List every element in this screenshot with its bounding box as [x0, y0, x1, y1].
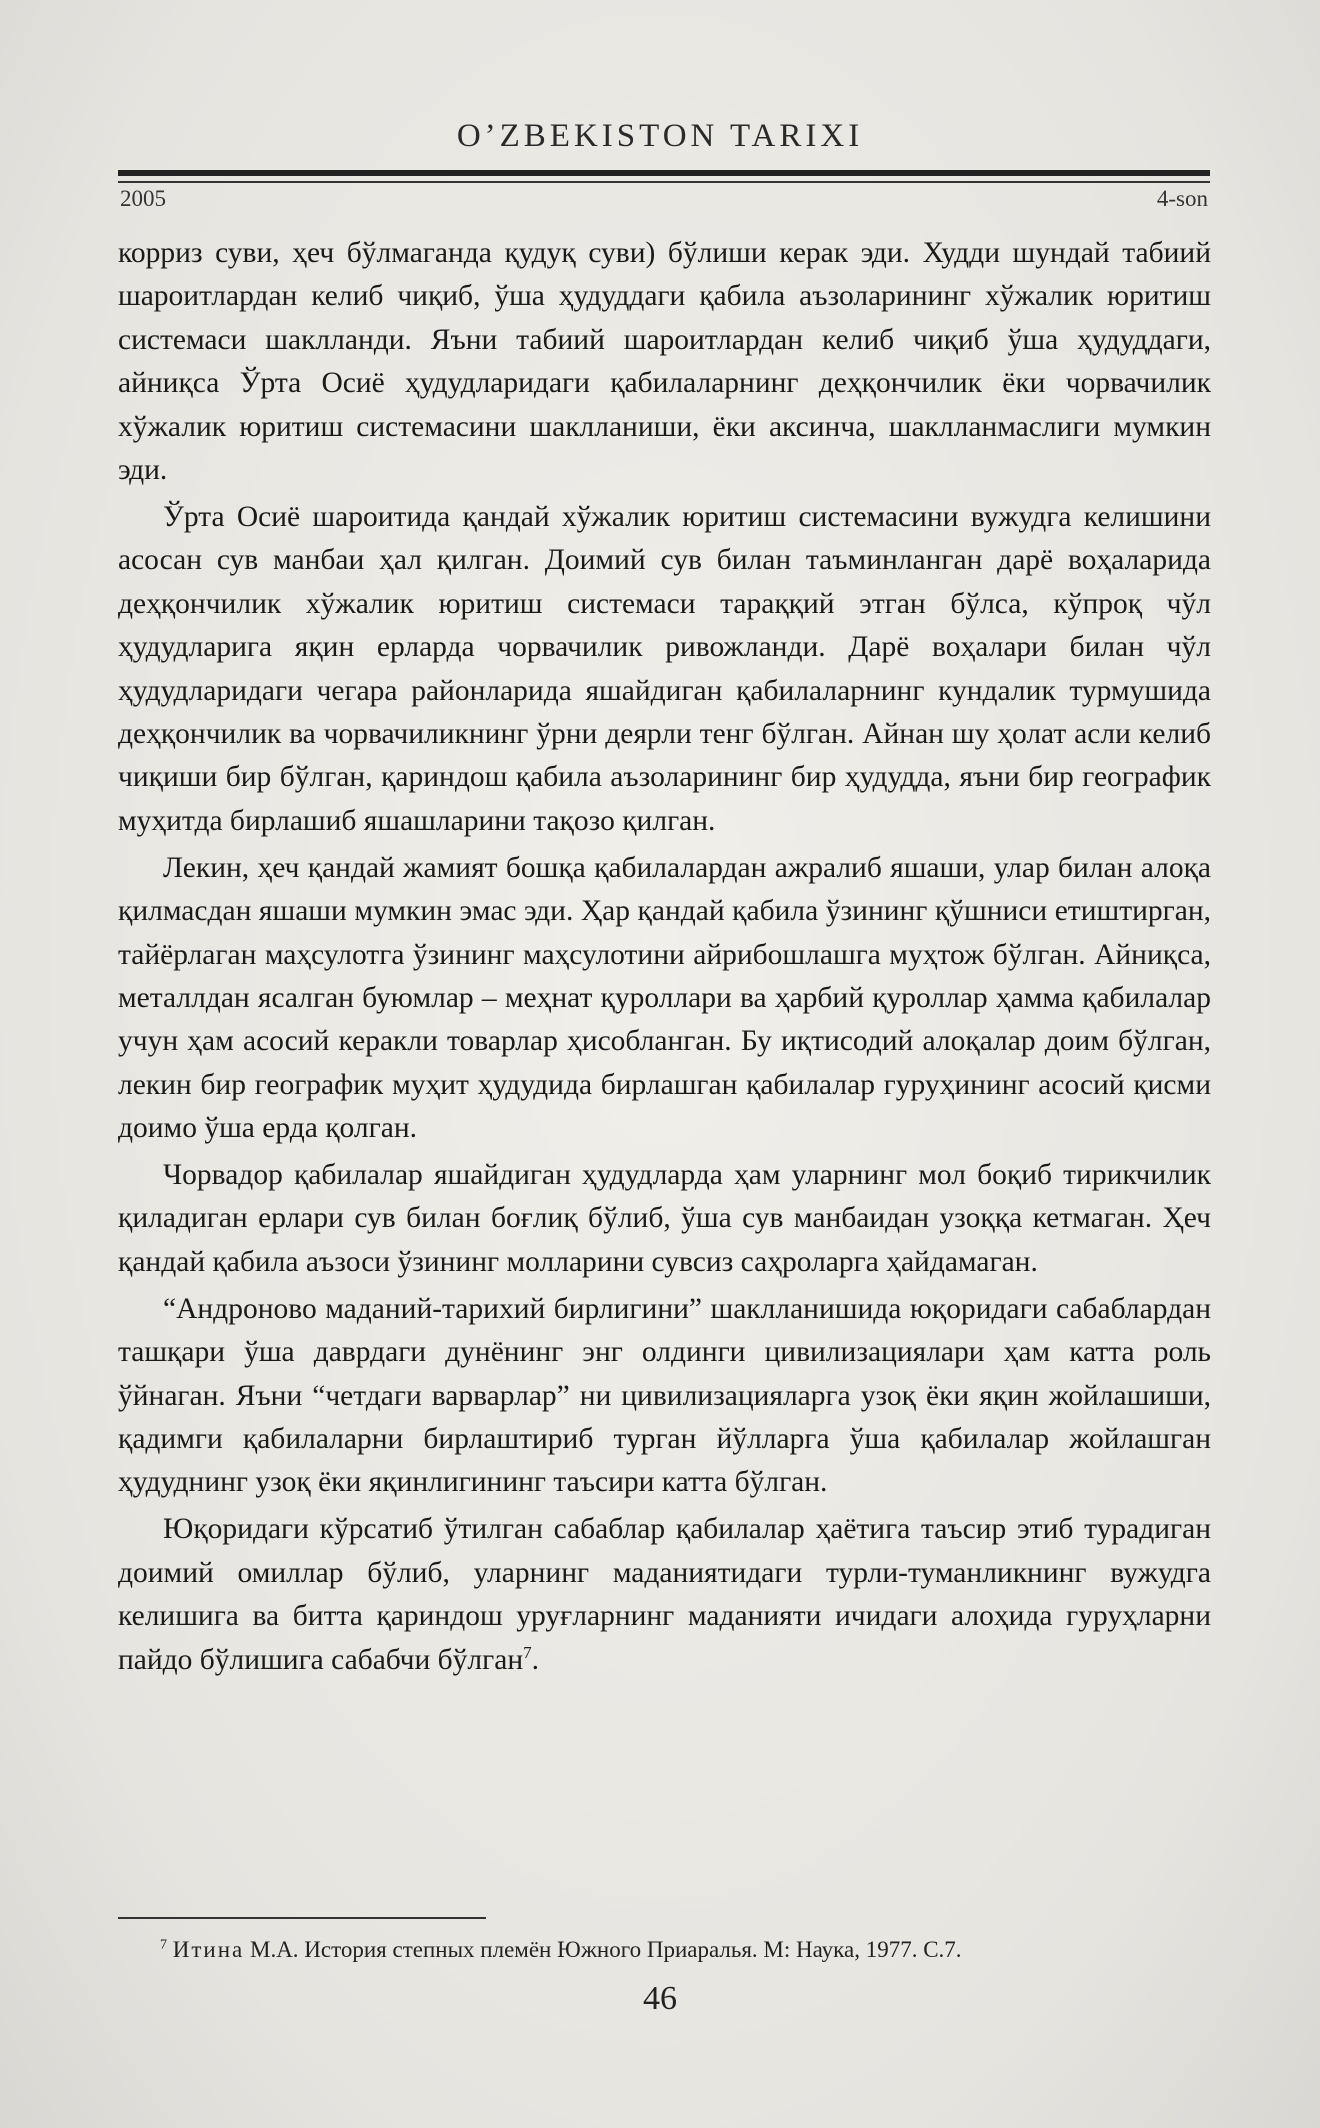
paragraph-last: Юқоридаги кўрсатиб ўтилган сабаблар қабилалар ҳаётига таъсир этиб турадиган доимий омиллар бўлиб, уларнинг маданиятидаги турли-туманликнинг вужудга келишига ва битта қариндош уруғларнинг маданияти ичидаги алоҳида гуруҳларни пайдо бўлишига сабабчи бўлган$^7$. [118, 1513, 1211, 1676]
paragraph: Чорвадор қабилалар яшайдиган ҳудудларда ҳам уларнинг мол боқиб тирикчилик қиладиган ерлари сув билан боғлиқ бўлиб, ўша сув манбаидан узоққа кетмаган. Ҳеч қандай қабила аъзоси ўзининг молларини сувсиз саҳроларга ҳайдамаган. [118, 1159, 1211, 1278]
paragraph: Лекин, ҳеч қандай жамият бошқа қабилалардан ажралиб яшаши, улар билан алоқа қилмасдан яшаши мумкин эмас эди. Ҳар қандай қабила ўзининг қўшниси етиштирган, тайёрлаган маҳсулотга ўзининг маҳсулотини айрибошлашга муҳтож бўлган. Айниқса, металлдан ясалган буюмлар – меҳнат қуроллари ва ҳарбий қуроллар ҳамма қабилалар учун ҳам асосий керакли товарлар ҳисобланган. Бу иқтисодий алоқалар доим бўлган, лекин бир географик муҳит ҳудудида бирлашган қабилалар гуруҳининг асосий қисми доимо ўша ерда қолган. [118, 851, 1211, 1145]
footnote-author: Итина [172, 1937, 245, 1962]
running-header-title: O’ZBEKISTON TARIXI [456, 118, 864, 154]
paragraph: “Андроново маданий-тарихий бирлигини” шаклланишида юқоридаги сабаблардан ташқари ўша даврдаги дунёнинг энг олдинги цивилизациялари ҳам катта роль ўйнаган. Яъни “четдаги варварлар” ни цивилизацияларга узоқ ёки яқин жойлашиши, қадимги қабилаларни бирлаштириб турган йўлларга ўша қабилалар жойлашган ҳудуднинг узоқ ёки яқинлигининг таъсири катта бўлган. [118, 1292, 1211, 1499]
paragraph: Ўрта Осиё шароитида қандай хўжалик юритиш системасини вужудга келишини асосан сув манбаи ҳал қилган. Доимий сув билан таъминланган дарё воҳаларида деҳқончилик хўжалик юритиш системаси тараққий этган бўлса, кўпроқ чўл ҳудудларига яқин ерларда чорвачилик ривожланди. Дарё воҳалари билан чўл ҳудудларидаги чегара районларида яшайдиган қабилаларнинг кундалик турмушида деҳқончилик ва чорвачиликнинг ўрни деярли тенг бўлган. Айнан шу ҳолат асли келиб чиқиши бир бўлган, қариндош қабила аъзоларининг бир ҳудудда, яъни бир географик муҳитда бирлашиб яшашларини тақозо қилган. [118, 500, 1211, 837]
footnote-marker: 7 [160, 1937, 167, 1953]
header-rule-thick [118, 170, 1210, 176]
footnote-citation: М.А. История степных племён Южного Приаралья. М: Наука, 1977. С.7. [250, 1937, 962, 1962]
page-number: 46 [643, 1980, 677, 2017]
footnote-rule [118, 1917, 486, 1919]
body-text [118, 232, 1211, 1685]
paragraph: корриз суви, ҳеч бўлмаганда қудуқ суви) бўлиши керак эди. Худди шундай табиий шароитлардан келиб чиқиб, ўша ҳудуддаги қабила аъзоларининг хўжалик юритиш системаси шаклланди. Яъни табиий шароитлардан келиб чиқиб ўша ҳудуддаги, айниқса Ўрта Осиё ҳудудларидаги қабилаларнинг деҳқончилик ёки чорвачилик хўжалик юритиш системасини шаклланиши, ёки аксинча, шаклланмаслиги мумкин эди. [118, 237, 1211, 487]
paragraph-text: Юқоридаги кўрсатиб ўтилган сабаблар қабилалар ҳаётига таъсир этиб турадиган доимий омиллар бўлиб, уларнинг маданиятидаги турли-туманликнинг вужудга келишига ва битта қариндош уруғларнинг маданияти ичидаги алоҳида гуруҳларни пайдо бўлишига сабабчи бўлган [118, 1513, 1211, 1676]
footnote-reference[interactable]: 7 [523, 1642, 532, 1662]
footnote [160, 1937, 1210, 1963]
header-year: 2005 [120, 186, 166, 211]
header-issue: 4-son [1156, 186, 1208, 211]
header-rule-thin [118, 181, 1210, 183]
